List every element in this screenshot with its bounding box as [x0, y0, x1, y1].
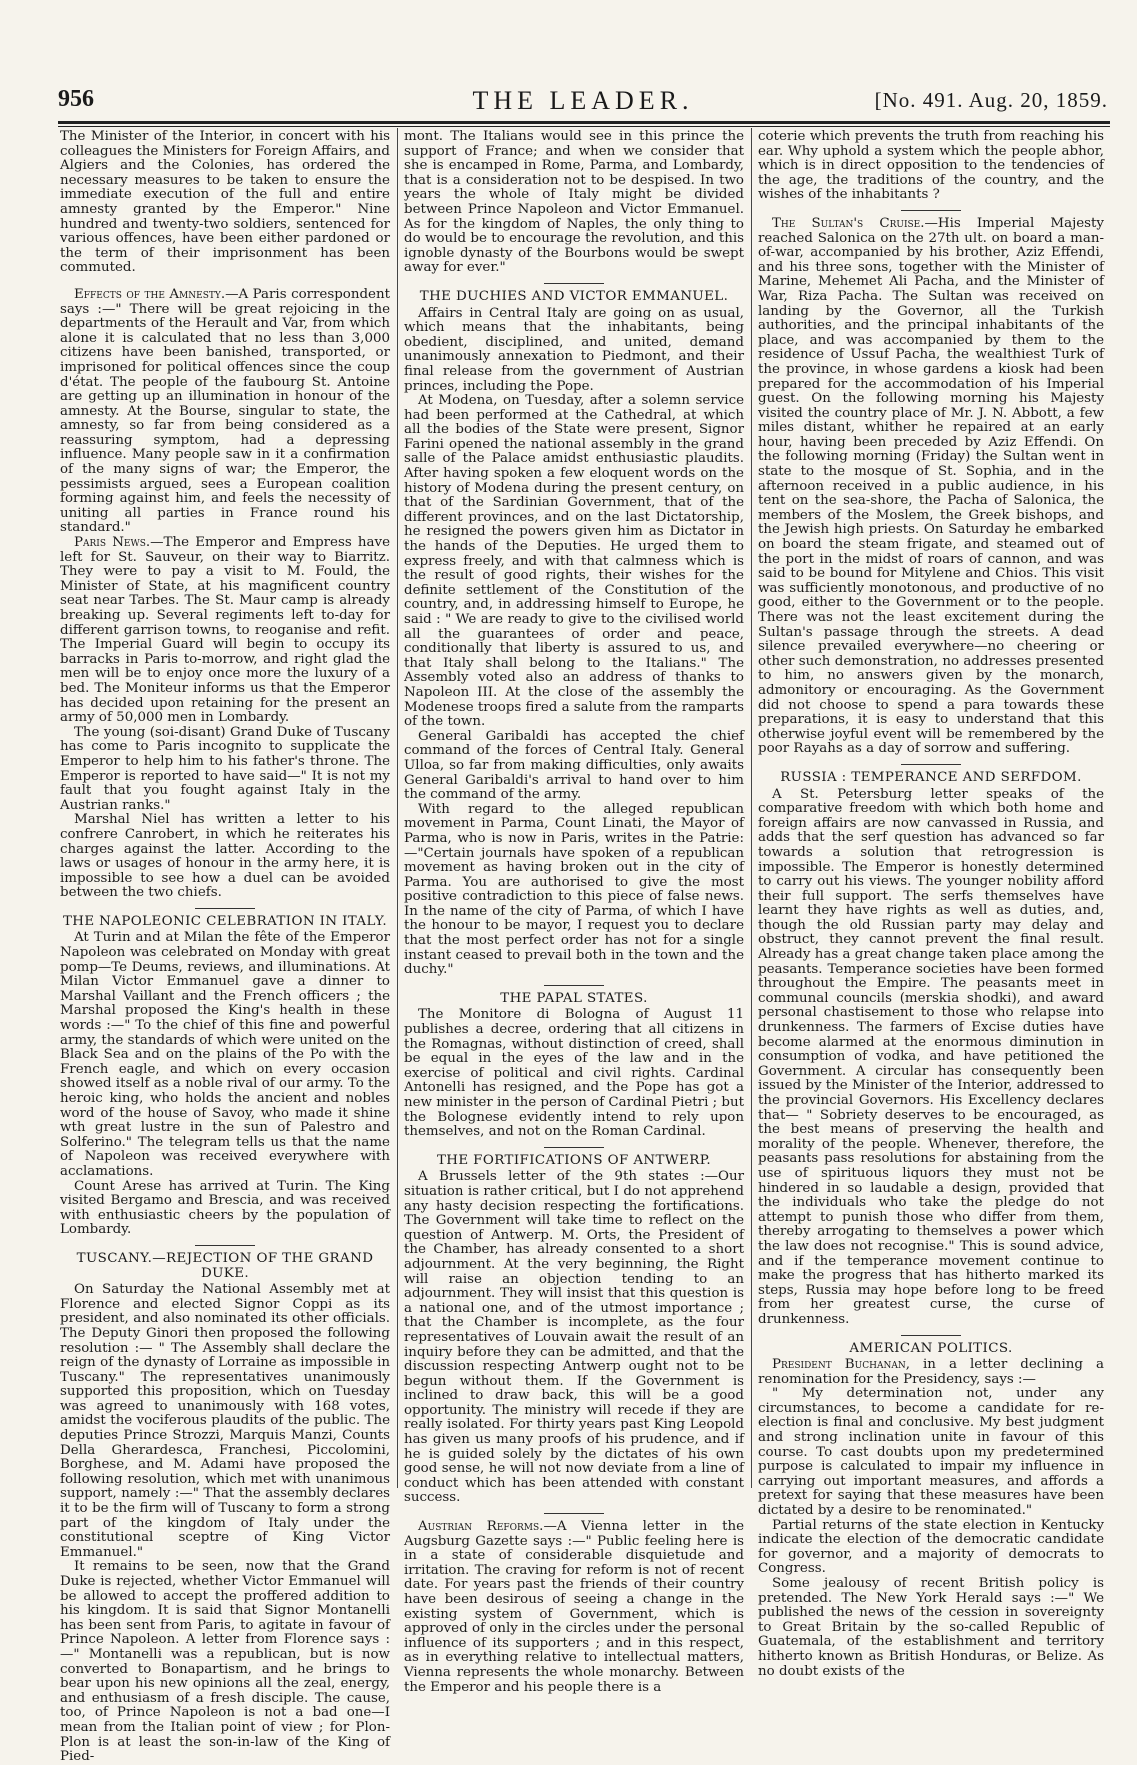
section-heading: THE DUCHIES AND VICTOR EMMANUEL.	[419, 288, 729, 304]
column-divider	[397, 128, 398, 1488]
article-text: coterie which prevents the truth from reaching his ear. Why uphold a system which the people abhor, which is in direct opposition to the tendencies of the age, the traditions of the country, and the wishes of the inhabitants ?	[758, 129, 1104, 203]
section-heading: THE PAPAL STATES.	[500, 990, 648, 1006]
masthead-rule-thick	[58, 121, 1110, 124]
section-separator	[544, 1147, 604, 1148]
section-separator	[544, 985, 604, 986]
section-heading: THE FORTIFICATIONS OF ANTWERP.	[436, 1152, 712, 1168]
article-text: The Monitore di Bologna of August 11 publishes a decree, ordering that all citizens in the Romagnas, without distinction of creed, shall be equal in the eyes of the law and in the exercise of political and civil rights. Cardinal Antonelli has resigned, and the Pope has got a new minister in the person of Cardinal Pietri ; but the Bolognese evidently intend to rely upon themselves, and not on the Roman Cardinal.	[404, 1007, 744, 1140]
article-lead: The Sultan's Cruise.	[772, 215, 925, 231]
article-lead: President Buchanan,	[772, 1357, 910, 1373]
article-text: Some jealousy of recent British policy is pretended. The New York Herald says :—" We published the news of the cession in sovereignty to Great Britain by the so-called Republic of Guatemala, of the establishment and territory hitherto known as British Honduras, or Belize. As no doubt exists of the	[758, 1576, 1104, 1679]
section-separator	[195, 1245, 255, 1246]
section-separator	[901, 1335, 961, 1336]
masthead	[58, 86, 1108, 118]
article-text: —His Imperial Majesty reached Salonica on the 27th ult. on board a man-of-war, accompanied by his brother, Aziz Effendi, and his three sons, together with the Minister of Marine, Mehemet Ali Pacha, and the Minister of War, Riza Pacha. The Sultan was received on landing by the Governor, all the Turkish authorities, and the principal inhabitants of the place, and was accompanied by them to the residence of Ussuf Pacha, the wealthiest Turk of the province, in whose gardens a kiosk had been prepared for the accommodation of his Imperial guest. On the following morning his Majesty visited the country place of Mr. J. N. Abbott, a few miles distant, whither he repaired at an early hour, having been preceded by Aziz Effendi. On the following morning (Friday) the Sultan went in state to the mosque of St. Sophia, and in the afternoon received in a public audience, in his tent on the sea-shore, the Pacha of Salonica, the members of the Moslem, the Greek bishops, and the Jewish high priests. On Saturday he embarked on board the steam frigate, and steamed out of the port in the midst of roars of cannon, and was said to be bound for Mitylene and Chios. This visit was sufficiently monotonous, and productive of no good, either to the Government or to the people. There was not the least excitement during the Sultan's passage through the streets. A dead silence prevailed everywhere—no cheering or other such demonstration, no addresses presented to him, no answers given by the monarch, admonitory or encouraging. As the Government did not choose to spend a para towards these preparations, it is easy to understand that this otherwise joyful event will be remembered by the poor Rayahs as a day of sorrow and suffering.	[758, 215, 1104, 757]
article-lead: Effects of the Amnesty.	[74, 286, 226, 302]
section-separator	[901, 210, 961, 211]
article-paragraph	[60, 288, 390, 536]
section-heading: THE NAPOLEONIC CELEBRATION IN ITALY.	[62, 913, 388, 929]
page-number: 956	[58, 86, 94, 112]
article-lead: Austrian Reforms.	[418, 1519, 544, 1535]
article-text: Affairs in Central Italy are going on as usual, which means that the inhabitants, being obedient, disciplined, and united, demand unanimously annexation to Piedmont, and their final release from the government of Austrian princes, including the Pope.	[404, 305, 744, 394]
article-text: —The Emperor and Empress have left for St. Sauveur, on their way to Biarritz. They were to pay a visit to M. Fould, the Minister of State, at his magnificent country seat near Tarbes. The St. Maur camp is already breaking up. Several regiments left to-day for different garrison towns, to reoganise and refit. The Imperial Guard will begin to occupy its barracks in Paris to-morrow, and right glad the men will be to enjoy once more the luxury of a bed. The Moniteur informs us that the Emperor has decided upon retaining for the present an army of 50,000 men in Lombardy.	[60, 535, 390, 726]
quoted-letter: " My determination not, under any circumstances, to become a candidate for re-election is final and conclusive. My best judgment and strong inclination unite in favour of this course. To cast doubts upon my predetermined purpose is calculated to impair my influence in carrying out important measures, and affords a pretext for saying that these measures have been dictated by a desire to be renominated."	[758, 1386, 1104, 1519]
article-text: Marshal Niel has written a letter to his confrere Canrobert, in which he reiterates his charges against the latter. According to the laws or usages of honour in the army here, it is impossible to see how a duel can be avoided between the two chiefs.	[60, 812, 390, 901]
section-heading: TUSCANY.—REJECTION OF THE GRAND DUKE.	[76, 1250, 374, 1281]
article-text: Count Arese has arrived at Turin. The King visited Bergamo and Brescia, and was received with enthusiastic cheers by the population of Lombardy.	[60, 1178, 390, 1238]
section-heading: AMERICAN POLITICS.	[849, 1340, 1013, 1356]
article-paragraph	[60, 536, 390, 726]
article-text: —A Vienna letter in the Augsburg Gazette says :—" Public feeling here is in a state of considerable disquietude and irritation. The craving for reform is not of recent date. For years past the friends of their country have been desirous of seeing a change in the existing system of Government, which is approved of only in the circles under the personal influence of its supporters ; and in this respect, as in everything relative to intellectual matters, Vienna represents the whole monarchy. Between the Emperor and his people there is a	[404, 1519, 745, 1695]
article-text: At Modena, on Tuesday, after a solemn service had been performed at the Cathedral, at which all the bodies of the State were present, Signor Farini opened the national assembly in the grand salle of the Palace amidst enthusiastic plaudits. After having spoken a few eloquent words on the history of Modena during the present century, on that of the Sardinian Government, that of the different provinces, and on the last Dictatorship, he resigned the powers given him as Dictator in the hands of the Deputies. He urged them to express freely, and with that calmness which is the result of good rights, their wishes for the definite settlement of the Constitution of the country, and, in addressing himself to Europe, he said : " We are ready to give to the civilised world all the guarantees of order and peace, conditionally that liberty is assured to us, and that Italy shall belong to the Italians." The Assembly voted also an address of thanks to Napoleon III. At the close of the assembly the Modenese troops fired a salute from the ramparts of the town.	[404, 393, 744, 730]
section-separator	[544, 283, 604, 284]
article-text: —A Paris correspondent says :—" There will be great rejoicing in the departments of the Herault and Var, from which alone it is calculated that no less than 3,000 citizens have been banished, transported, or imprisoned for political offences since the coup d'état. The people of the faubourg St. Antoine are getting up an illumination in honour of the amnesty. At the Bourse, singular to state, the amnesty, so far from being considered as a reassuring symptom, had a depressing influence. Many people saw in it a confirmation of the many signs of war; the Emperor, the pessimists argued, sees a European coalition forming against him, and feels the necessity of uniting all parties in France round his standard."	[60, 286, 390, 536]
masthead-rule-thin	[58, 126, 1110, 127]
section-separator	[195, 908, 255, 909]
issue-date: [No. 491. Aug. 20, 1859.	[874, 88, 1108, 112]
column-divider	[751, 128, 752, 1488]
article-lead: Paris News.	[74, 535, 151, 551]
column-2	[404, 129, 745, 1695]
article-text: At Turin and at Milan the fête of the Emperor Napoleon was celebrated on Monday with great pomp—Te Deums, reviews, and illuminations. At Milan Victor Emmanuel gave a dinner to Marshal Vaillant and the French officers ; the Marshal proposed the King's health in these words :—" To the chief of this fine and powerful army, the standards of which were united on the Black Sea and on the plains of the Po with the French eagle, and which on every occasion showed itself as a noble rival of our army. To the heroic king, who holds the ancient and nobles word of the house of Savoy, who made it shine wth great lustre in the sun of Palestro and Solferino." The telegram tells us that the name of Napoleon was received everywhere with acclamations.	[60, 930, 390, 1179]
article-text: It remains to be seen, now that the Grand Duke is rejected, whether Victor Emmanuel will be allowed to accept the proffered addition to his kingdom. It is said that Signor Montanelli has been sent from Paris, to agitate in favour of Prince Napoleon. A letter from Florence says :—" Montanelli was a republican, but is now converted to Bonapartism, and he brings to bear upon his new opinions all the zeal, energy, and enthusiasm of a fresh disciple. The cause, too, of Prince Napoleon is not a bad one—I mean from the Italian point of view ; for Plon-Plon is at least the son-in-law of the King of Pied-	[60, 1559, 390, 1765]
section-separator	[544, 1513, 604, 1514]
article-text: Partial returns of the state election in Kentucky indicate the election of the democratic candidate for governor, and a majority of democrats to Congress.	[758, 1517, 1104, 1577]
column-1	[60, 129, 390, 1765]
article-text: A Brussels letter of the 9th states :—Our situation is rather critical, but I do not apprehend any hasty decision respecting the fortifications. The Government will take time to reflect on the question of Antwerp. M. Orts, the President of the Chamber, has already consented to a short adjournment. At the very beginning, the Right will raise an objection tending to an adjournment. They will insist that this question is a national one, and of the utmost importance ; that the Chamber is incomplete, as the four representatives of Louvain await the result of an inquiry before they can be admitted, and that the discussion respecting Antwerp ought not to be begun without them. If the Government is inclined to draw back, this will be a good opportunity. The ministry will recede if they are really isolated. For thirty years past King Leopold has given us many proofs of his prudence, and if he is guided solely by the dictates of his own good sense, he will not now deviate from a line of conduct which has been attended with constant success.	[404, 1169, 744, 1506]
article-text: The young (soi-disant) Grand Duke of Tuscany has come to Paris incognito to supplicate the Emperor to help him to his father's throne. The Emperor is reported to have said—" It is not my fault that you fought against Italy in the Austrian ranks."	[60, 724, 390, 813]
article-paragraph	[758, 217, 1104, 757]
article-paragraph	[758, 1358, 1104, 1387]
article-text: On Saturday the National Assembly met at Florence and elected Signor Coppi as its president, and also nominated its other officials. The Deputy Ginori then proposed the following resolution :— " The Assembly shall declare the reign of the dynasty of Lorraine as impossible in Tuscany." The representatives unanimously supported this proposition, which on Tuesday was agreed to unanimously with 168 votes, amidst the vociferous plaudits of the public. The deputies Prince Strozzi, Marquis Manzi, Counts Della Gherardesca, Franchesi, Piccolomini, Borghese, and M. Adami have proposed the following resolution, which met with unanimous support, namely :—" That the assembly declares it to be the firm will of Tuscany to form a strong part of the kingdom of Italy under the constitutional sceptre of King Victor Emmanuel."	[60, 1282, 390, 1560]
column-3	[758, 129, 1104, 1679]
article-text: The Minister of the Interior, in concert with his colleagues the Ministers for Foreign Affairs, and Algiers and the Colonies, has ordered the necessary measures to be taken to ensure the immediate execution of the full and entire amnesty granted by the Emperor." Nine hundred and twenty-two soldiers, sentenced for various offences, have been either pardoned or the term of their imprisonment has been commuted.	[60, 129, 390, 276]
article-text: mont. The Italians would see in this prince the support of France; and when we consider that she is encamped in Rome, Parma, and Lombardy, that is a consideration not to be despised. In two years the whole of Italy might be divided between Prince Napoleon and Victor Emmanuel. As for the kingdom of Naples, the only thing to do would be to encourage the revolution, and this ignoble dynasty of the Bourbons would be swept away for ever."	[404, 129, 744, 276]
article-text: General Garibaldi has accepted the chief command of the forces of Central Italy. General Ulloa, so far from making difficulties, only awaits General Garibaldi's arrival to hand over to him the command of the army.	[404, 728, 744, 803]
article-text: A St. Petersburg letter speaks of the comparative freedom with which both home and foreign affairs are now canvassed in Russia, and adds that the serf question has advanced so far towards a solution that retrogression is impossible. The Emperor is honestly determined to carry out his views. The younger nobility afford their full support. The serfs themselves have learnt they have rights as well as duties, and, though the old Russian party may delay and obstruct, they cannot prevent the final result. Already has a great change taken place among the peasants. Temperance societies have been formed throughout the Empire. The peasants meet in communal councils (merskia shodki), and award personal chastisement to those who relapse into drunkenness. The farmers of Excise duties have become alarmed at the enormous diminution in consumption of vodka, and have petitioned the Government. A circular has consequently been issued by the Minister of the Interior, addressed to the provincial Governors. His Excellency declares that— " Sobriety deserves to be encouraged, as the best means of preserving the health and morality of the people. Whenever, therefore, the peasants pass resolutions for abstaining from the use of spirituous liquors they must not be hindered in so laudable a design, provided that the individuals who take the pledge do not attempt to punish those who differ from them, thereby arrogating to themselves a power which the law does not recognise." This is sound advice, and if the temperance movement continue to make the progress that has hitherto marked its steps, Russia may hope before long to be freed from her greatest curse, the curse of drunkenness.	[758, 786, 1104, 1327]
article-text: With regard to the alleged republican movement in Parma, Count Linati, the Mayor of Parma, who is now in Paris, writes in the Patrie:—"Certain journals have spoken of a republican movement as having broken out in the city of Parma. You are authorised to give the most positive contradiction to this piece of false news. In the name of the city of Parma, of which I have the honour to be mayor, I request you to declare that the most perfect order has not for a single instant ceased to prevail both in the town and the duchy."	[404, 801, 744, 978]
article-paragraph	[404, 1520, 744, 1695]
section-heading: RUSSIA : TEMPERANCE AND SERFDOM.	[780, 769, 1082, 785]
article-text: in a letter declining a renomination for the Presidency, says :—	[758, 1357, 1104, 1387]
newspaper-title: THE LEADER.	[472, 86, 694, 115]
section-separator	[901, 764, 961, 765]
